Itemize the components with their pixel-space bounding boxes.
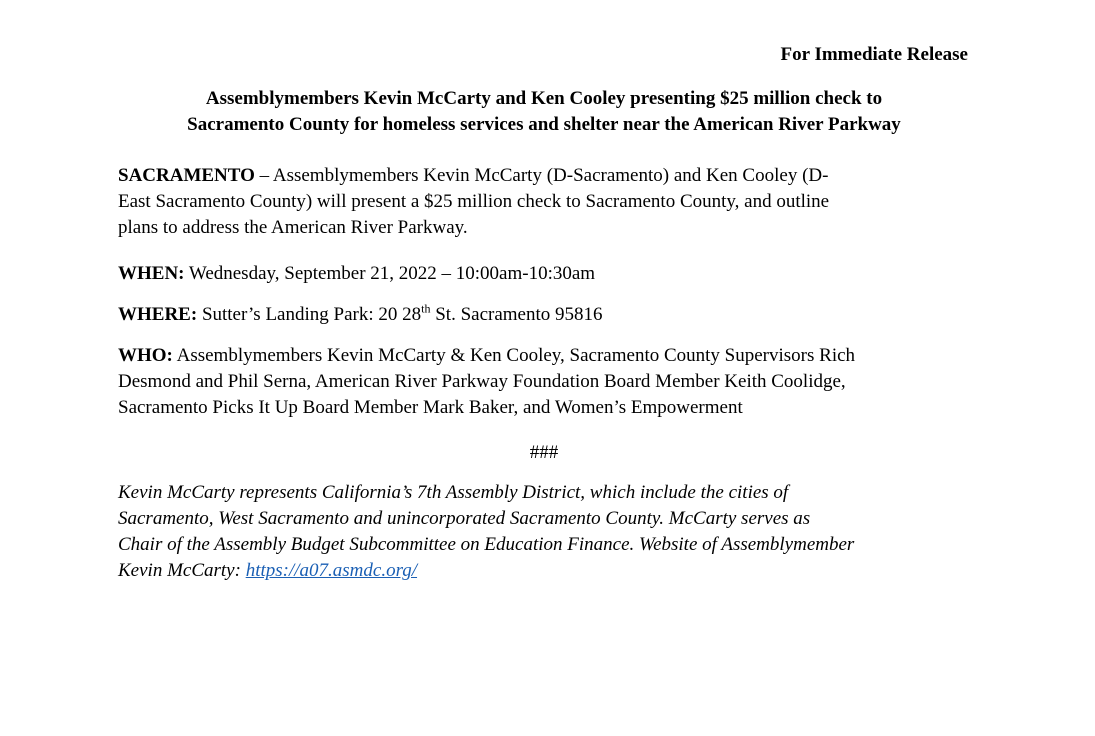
who-line-3: Sacramento Picks It Up Board Member Mark Baker, and Women’s Empowerment	[118, 397, 743, 418]
where-paragraph	[118, 302, 978, 328]
who-line-2: Desmond and Phil Serna, American River Parkway Foundation Board Member Keith Coolidge,	[118, 371, 846, 392]
intro-paragraph	[118, 163, 978, 241]
when-value: Wednesday, September 21, 2022 – 10:00am-10:30am	[184, 263, 596, 284]
who-label: WHO:	[118, 345, 173, 366]
bio-line-2: Sacramento, West Sacramento and unincorporated Sacramento County. McCarty serves as	[118, 508, 811, 529]
when-paragraph	[118, 261, 978, 287]
bio-line-4-prefix: Kevin McCarty:	[118, 560, 246, 581]
bio-line-4	[118, 558, 978, 584]
intro-line-3: plans to address the American River Parkway.	[118, 217, 468, 238]
release-label: For Immediate Release	[780, 44, 968, 65]
who-paragraph	[118, 343, 978, 421]
intro-line-2: East Sacramento County) will present a $25 million check to Sacramento County, and outline	[118, 191, 830, 212]
website-link[interactable]: https://a07.asmdc.org/	[245, 560, 418, 581]
headline	[108, 86, 980, 138]
bio-line-1: Kevin McCarty represents California’s 7th Assembly District, which include the cities of	[118, 482, 789, 503]
where-value-sup: th	[421, 301, 431, 316]
headline-line-2: Sacramento County for homeless services and shelter near the American River Parkway	[187, 114, 901, 135]
headline-line-1: Assemblymembers Kevin McCarty and Ken Cooley presenting $25 million check to	[205, 88, 883, 109]
bio-paragraph	[118, 480, 978, 584]
who-line-1	[118, 343, 978, 369]
where-value-suffix: St. Sacramento 95816	[430, 304, 603, 325]
when-line	[118, 261, 978, 287]
where-value-prefix: Sutter’s Landing Park: 20 28	[197, 304, 422, 325]
where-label: WHERE:	[118, 304, 198, 325]
bio-line-3: Chair of the Assembly Budget Subcommittee on Education Finance. Website of Assemblymember	[118, 534, 855, 555]
who-text-1: Assemblymembers Kevin McCarty & Ken Cooley, Sacramento County Supervisors Rich	[172, 345, 856, 366]
where-line	[118, 302, 978, 328]
when-label: WHEN:	[118, 263, 185, 284]
intro-line-1	[118, 163, 978, 189]
dateline: SACRAMENTO	[118, 165, 255, 186]
intro-text-1: – Assemblymembers Kevin McCarty (D-Sacramento) and Ken Cooley (D-	[254, 165, 829, 186]
end-separator: ###	[529, 442, 559, 463]
press-release-page	[118, 0, 970, 736]
